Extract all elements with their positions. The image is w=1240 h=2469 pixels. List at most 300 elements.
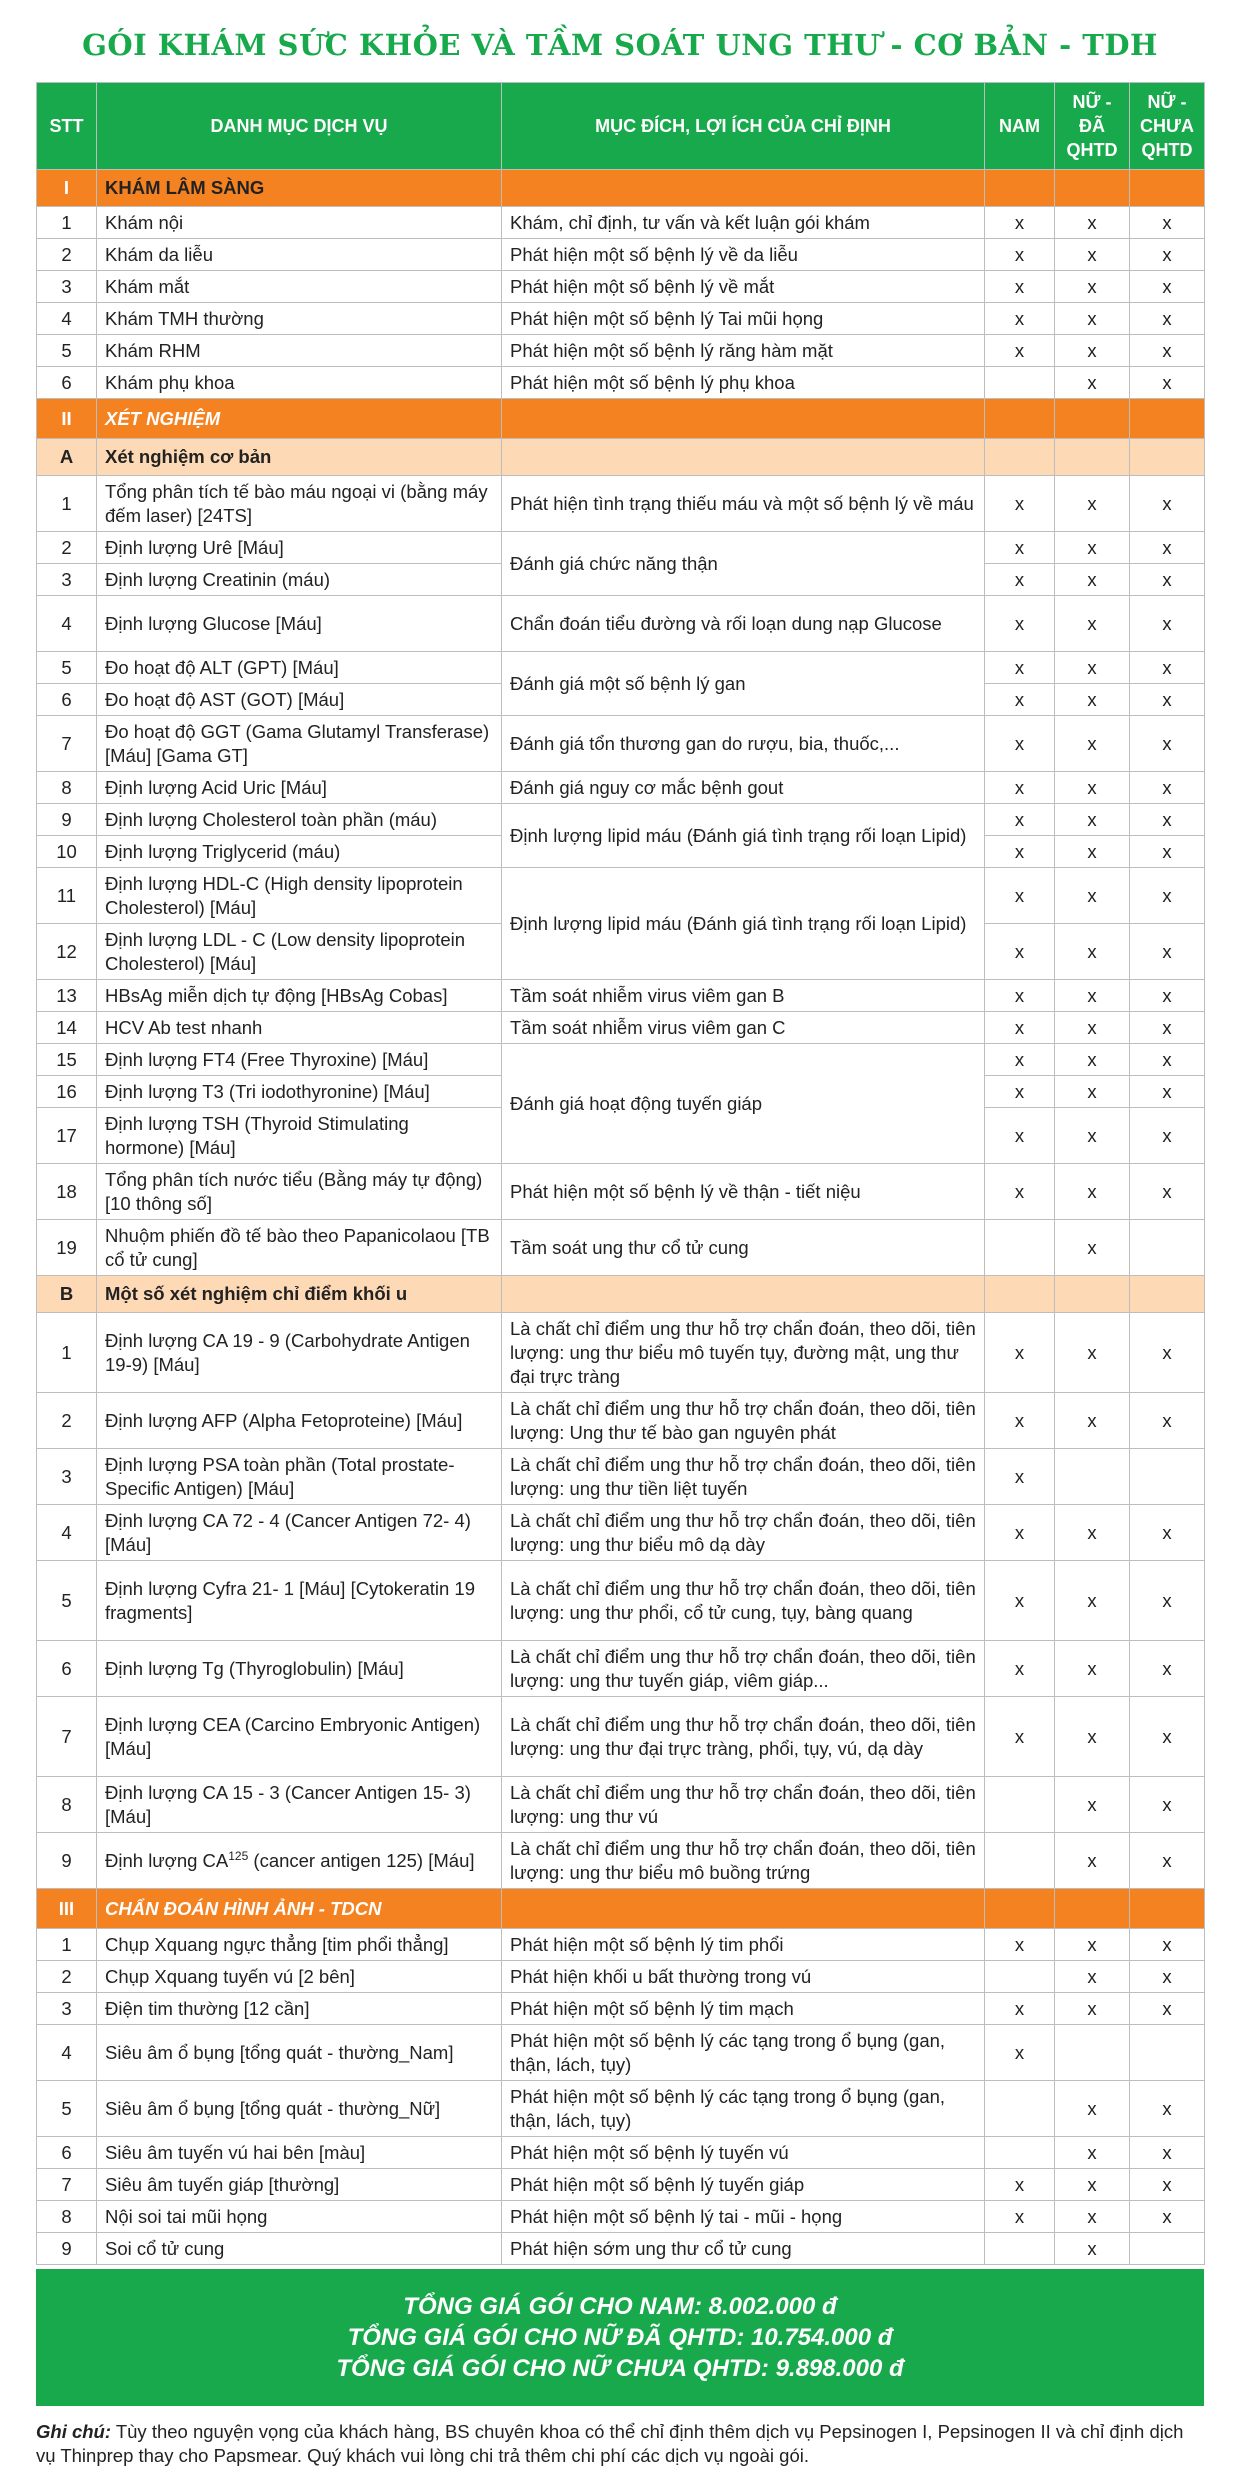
service-purpose: Phát hiện tình trạng thiếu máu và một số bệnh lý về máu [502, 476, 985, 532]
table-row [37, 335, 1205, 367]
mark-nu-da-qhtd: x [1055, 2201, 1130, 2233]
service-name: Đo hoạt độ AST (GOT) [Máu] [97, 684, 502, 716]
table-row [37, 207, 1205, 239]
mark-nu-da-qhtd: x [1055, 1108, 1130, 1164]
service-purpose: Là chất chỉ điểm ung thư hỗ trợ chẩn đoán, theo dõi, tiên lượng: Ung thư tế bào gan nguyên phát [502, 1393, 985, 1449]
service-name: Định lượng CEA (Carcino Embryonic Antigen) [Máu] [97, 1697, 502, 1777]
row-number: 15 [37, 1044, 97, 1076]
mark-nu-chua-qhtd [1130, 2025, 1205, 2081]
service-name: Định lượng Glucose [Máu] [97, 596, 502, 652]
row-number: 8 [37, 772, 97, 804]
row-number: 16 [37, 1076, 97, 1108]
service-name: Khám phụ khoa [97, 367, 502, 399]
row-number: 11 [37, 868, 97, 924]
mark-nu-da-qhtd: x [1055, 2081, 1130, 2137]
mark-nam: x [985, 2025, 1055, 2081]
table-row [37, 1220, 1205, 1276]
service-name: Định lượng CA 19 - 9 (Carbohydrate Antigen 19-9) [Máu] [97, 1313, 502, 1393]
table-row [37, 1833, 1205, 1889]
mark-nu-chua-qhtd: x [1130, 476, 1205, 532]
service-name-part: Định lượng CA [105, 1849, 229, 1871]
mark-nu-da-qhtd: x [1055, 1697, 1130, 1777]
header-purpose: MỤC ĐÍCH, LỢI ÍCH CỦA CHỈ ĐỊNH [502, 83, 985, 170]
row-number: 3 [37, 1449, 97, 1505]
mark-nu-chua-qhtd: x [1130, 868, 1205, 924]
table-row [37, 980, 1205, 1012]
header-stt: STT [37, 83, 97, 170]
mark-nam: x [985, 716, 1055, 772]
table-row [37, 476, 1205, 532]
mark-nu-da-qhtd: x [1055, 1220, 1130, 1276]
row-number: 2 [37, 1961, 97, 1993]
service-purpose: Phát hiện một số bệnh lý về da liễu [502, 239, 985, 271]
mark-nu-da-qhtd: x [1055, 1561, 1130, 1641]
mark-nu-chua-qhtd: x [1130, 1108, 1205, 1164]
mark-nu-chua-qhtd: x [1130, 335, 1205, 367]
table-row [37, 2233, 1205, 2265]
mark-nu-chua-qhtd: x [1130, 1777, 1205, 1833]
service-purpose: Tầm soát nhiễm virus viêm gan C [502, 1012, 985, 1044]
service-purpose: Đánh giá hoạt động tuyến giáp [502, 1044, 985, 1164]
service-name: Chụp Xquang tuyến vú [2 bên] [97, 1961, 502, 1993]
service-name: Đo hoạt độ GGT (Gama Glutamyl Transferase) [Máu] [Gama GT] [97, 716, 502, 772]
mark-nam [985, 1833, 1055, 1889]
row-number: 4 [37, 596, 97, 652]
table-row [37, 1449, 1205, 1505]
row-number: 5 [37, 1561, 97, 1641]
service-name: Khám nội [97, 207, 502, 239]
mark-nam: x [985, 1449, 1055, 1505]
table-row [37, 271, 1205, 303]
mark-nam [985, 1777, 1055, 1833]
header-nu-da-line: NỮ - [1072, 92, 1112, 112]
service-purpose: Khám, chỉ định, tư vấn và kết luận gói khám [502, 207, 985, 239]
service-name: Tổng phân tích tế bào máu ngoại vi (bằng máy đếm laser) [24TS] [97, 476, 502, 532]
service-name: Định lượng FT4 (Free Thyroxine) [Máu] [97, 1044, 502, 1076]
table-row [37, 1697, 1205, 1777]
mark-nam [985, 2137, 1055, 2169]
service-name: Nhuộm phiến đồ tế bào theo Papanicolaou [TB cổ tử cung] [97, 1220, 502, 1276]
mark-nu-chua-qhtd: x [1130, 980, 1205, 1012]
header-nu-da-line: QHTD [1066, 140, 1118, 160]
row-number: 7 [37, 1697, 97, 1777]
table-row [37, 1961, 1205, 1993]
row-number: 6 [37, 684, 97, 716]
table-row [37, 2169, 1205, 2201]
mark-nu-da-qhtd: x [1055, 924, 1130, 980]
table-row [37, 303, 1205, 335]
footnote-label: Ghi chú: [36, 2421, 112, 2442]
mark-nam: x [985, 1697, 1055, 1777]
mark-nu-chua-qhtd: x [1130, 271, 1205, 303]
mark-nam: x [985, 271, 1055, 303]
service-name: Định lượng CA 72 - 4 (Cancer Antigen 72- 4) [Máu] [97, 1505, 502, 1561]
header-nu-chua-line: CHƯA [1140, 116, 1194, 136]
service-purpose: Tầm soát ung thư cổ tử cung [502, 1220, 985, 1276]
section-row [37, 170, 1205, 207]
section-number: A [37, 439, 97, 476]
section-title: CHẨN ĐOÁN HÌNH ẢNH - TDCN [97, 1889, 502, 1929]
mark-nam [985, 367, 1055, 399]
empty-cell [1055, 170, 1130, 207]
mark-nam: x [985, 239, 1055, 271]
section-number: B [37, 1276, 97, 1313]
row-number: 13 [37, 980, 97, 1012]
row-number: 1 [37, 207, 97, 239]
mark-nam: x [985, 684, 1055, 716]
row-number: 12 [37, 924, 97, 980]
mark-nu-da-qhtd: x [1055, 772, 1130, 804]
mark-nu-da-qhtd: x [1055, 1777, 1130, 1833]
table-row [37, 772, 1205, 804]
table-row [37, 239, 1205, 271]
service-purpose: Định lượng lipid máu (Đánh giá tình trạng rối loạn Lipid) [502, 868, 985, 980]
mark-nu-da-qhtd: x [1055, 476, 1130, 532]
service-name: Định lượng Cholesterol toàn phần (máu) [97, 804, 502, 836]
mark-nu-da-qhtd: x [1055, 1505, 1130, 1561]
row-number: 2 [37, 532, 97, 564]
service-purpose: Chẩn đoán tiểu đường và rối loạn dung nạp Glucose [502, 596, 985, 652]
service-name-sup: 125 [228, 1848, 249, 1863]
mark-nu-da-qhtd: x [1055, 1313, 1130, 1393]
header-service: DANH MỤC DỊCH VỤ [97, 83, 502, 170]
mark-nam: x [985, 335, 1055, 367]
row-number: 1 [37, 476, 97, 532]
section-number: I [37, 170, 97, 207]
mark-nam [985, 1220, 1055, 1276]
service-name: Điện tim thường [12 cần] [97, 1993, 502, 2025]
mark-nu-da-qhtd: x [1055, 532, 1130, 564]
mark-nu-chua-qhtd: x [1130, 924, 1205, 980]
empty-cell [1055, 1276, 1130, 1313]
mark-nam: x [985, 1993, 1055, 2025]
service-purpose: Là chất chỉ điểm ung thư hỗ trợ chẩn đoán, theo dõi, tiên lượng: ung thư phổi, cổ tử cung, tụy, bàng quang [502, 1561, 985, 1641]
service-purpose: Định lượng lipid máu (Đánh giá tình trạng rối loạn Lipid) [502, 804, 985, 868]
service-name: Siêu âm tuyến giáp [thường] [97, 2169, 502, 2201]
subsection-row [37, 1276, 1205, 1313]
page-title: GÓI KHÁM SỨC KHỎE VÀ TẦM SOÁT UNG THƯ - CƠ BẢN - TDH [82, 28, 1158, 62]
service-name: Định lượng HDL-C (High density lipoprotein Cholesterol) [Máu] [97, 868, 502, 924]
row-number: 5 [37, 652, 97, 684]
service-name: Siêu âm ổ bụng [tổng quát - thường_Nam] [97, 2025, 502, 2081]
empty-cell [985, 1276, 1055, 1313]
row-number: 5 [37, 2081, 97, 2137]
table-row [37, 532, 1205, 564]
service-name: Khám da liễu [97, 239, 502, 271]
service-name-part: (cancer antigen 125) [Máu] [248, 1849, 475, 1871]
row-number: 6 [37, 2137, 97, 2169]
mark-nu-chua-qhtd: x [1130, 1993, 1205, 2025]
service-purpose: Phát hiện một số bệnh lý các tạng trong ổ bụng (gan, thận, lách, tụy) [502, 2081, 985, 2137]
service-purpose: Đánh giá nguy cơ mắc bệnh gout [502, 772, 985, 804]
mark-nam: x [985, 1929, 1055, 1961]
row-number: 9 [37, 2233, 97, 2265]
mark-nu-chua-qhtd: x [1130, 1561, 1205, 1641]
mark-nam: x [985, 1313, 1055, 1393]
row-number: 3 [37, 564, 97, 596]
service-name: Định lượng Tg (Thyroglobulin) [Máu] [97, 1641, 502, 1697]
service-name: HBsAg miễn dịch tự động [HBsAg Cobas] [97, 980, 502, 1012]
mark-nam: x [985, 1044, 1055, 1076]
header-nu-chua-line: QHTD [1141, 140, 1193, 160]
row-number: 10 [37, 836, 97, 868]
mark-nu-da-qhtd: x [1055, 804, 1130, 836]
table-row [37, 1641, 1205, 1697]
service-purpose: Phát hiện một số bệnh lý tai - mũi - họng [502, 2201, 985, 2233]
mark-nu-chua-qhtd: x [1130, 1641, 1205, 1697]
total-price-nu-chua-qhtd: TỔNG GIÁ GÓI CHO NỮ CHƯA QHTD: 9.898.000 đ [336, 2355, 904, 2382]
service-name: HCV Ab test nhanh [97, 1012, 502, 1044]
row-number: 2 [37, 1393, 97, 1449]
total-price-nu-da-qhtd: TỔNG GIÁ GÓI CHO NỮ ĐÃ QHTD: 10.754.000 đ [347, 2324, 893, 2351]
mark-nam: x [985, 1076, 1055, 1108]
table-row [37, 1164, 1205, 1220]
mark-nu-da-qhtd: x [1055, 836, 1130, 868]
service-purpose: Là chất chỉ điểm ung thư hỗ trợ chẩn đoán, theo dõi, tiên lượng: ung thư biểu mô buồng trứng [502, 1833, 985, 1889]
row-number: 17 [37, 1108, 97, 1164]
mark-nu-chua-qhtd: x [1130, 1313, 1205, 1393]
empty-cell [1055, 439, 1130, 476]
mark-nu-da-qhtd: x [1055, 271, 1130, 303]
row-number: 6 [37, 367, 97, 399]
mark-nam: x [985, 652, 1055, 684]
service-name: Khám mắt [97, 271, 502, 303]
table-row [37, 1993, 1205, 2025]
service-name: Định lượng Creatinin (máu) [97, 564, 502, 596]
mark-nu-chua-qhtd: x [1130, 716, 1205, 772]
row-number: 5 [37, 335, 97, 367]
service-purpose: Là chất chỉ điểm ung thư hỗ trợ chẩn đoán, theo dõi, tiên lượng: ung thư tiền liệt tuyến [502, 1449, 985, 1505]
service-purpose: Phát hiện một số bệnh lý tuyến vú [502, 2137, 985, 2169]
section-title: Xét nghiệm cơ bản [97, 439, 502, 476]
mark-nu-chua-qhtd: x [1130, 1505, 1205, 1561]
service-purpose: Phát hiện một số bệnh lý tim mạch [502, 1993, 985, 2025]
mark-nam: x [985, 1164, 1055, 1220]
mark-nam: x [985, 924, 1055, 980]
service-purpose: Là chất chỉ điểm ung thư hỗ trợ chẩn đoán, theo dõi, tiên lượng: ung thư vú [502, 1777, 985, 1833]
section-number: II [37, 399, 97, 439]
mark-nu-chua-qhtd: x [1130, 239, 1205, 271]
mark-nu-chua-qhtd: x [1130, 303, 1205, 335]
mark-nu-chua-qhtd [1130, 1449, 1205, 1505]
mark-nam: x [985, 1012, 1055, 1044]
mark-nu-chua-qhtd: x [1130, 1164, 1205, 1220]
mark-nu-chua-qhtd: x [1130, 652, 1205, 684]
mark-nu-chua-qhtd: x [1130, 684, 1205, 716]
empty-cell [502, 170, 985, 207]
section-number: III [37, 1889, 97, 1929]
service-purpose: Phát hiện một số bệnh lý các tạng trong ổ bụng (gan, thận, lách, tụy) [502, 2025, 985, 2081]
row-number: 1 [37, 1313, 97, 1393]
row-number: 9 [37, 1833, 97, 1889]
row-number: 18 [37, 1164, 97, 1220]
service-name: Khám TMH thường [97, 303, 502, 335]
mark-nam: x [985, 836, 1055, 868]
mark-nu-da-qhtd: x [1055, 684, 1130, 716]
mark-nam: x [985, 1641, 1055, 1697]
section-row [37, 399, 1205, 439]
mark-nu-chua-qhtd: x [1130, 1833, 1205, 1889]
service-name: Định lượng Acid Uric [Máu] [97, 772, 502, 804]
mark-nu-da-qhtd: x [1055, 239, 1130, 271]
mark-nu-da-qhtd: x [1055, 1164, 1130, 1220]
table-row [37, 652, 1205, 684]
section-title: Một số xét nghiệm chỉ điểm khối u [97, 1276, 502, 1313]
table-row [37, 1505, 1205, 1561]
mark-nu-da-qhtd: x [1055, 868, 1130, 924]
header-nu-da-qhtd [1055, 83, 1130, 170]
service-purpose: Phát hiện khối u bất thường trong vú [502, 1961, 985, 1993]
mark-nu-da-qhtd: x [1055, 303, 1130, 335]
table-row [37, 1777, 1205, 1833]
row-number: 1 [37, 1929, 97, 1961]
service-purpose: Phát hiện một số bệnh lý răng hàm mặt [502, 335, 985, 367]
empty-cell [1130, 1889, 1205, 1929]
mark-nu-chua-qhtd: x [1130, 1012, 1205, 1044]
empty-cell [985, 439, 1055, 476]
mark-nu-chua-qhtd: x [1130, 1076, 1205, 1108]
mark-nam: x [985, 476, 1055, 532]
service-purpose: Đánh giá tổn thương gan do rượu, bia, thuốc,... [502, 716, 985, 772]
service-name: Siêu âm tuyến vú hai bên [màu] [97, 2137, 502, 2169]
mark-nu-chua-qhtd: x [1130, 1961, 1205, 1993]
row-number: 6 [37, 1641, 97, 1697]
mark-nu-da-qhtd: x [1055, 2233, 1130, 2265]
header-nam: NAM [985, 83, 1055, 170]
mark-nu-da-qhtd: x [1055, 1961, 1130, 1993]
table-row [37, 596, 1205, 652]
mark-nu-chua-qhtd: x [1130, 367, 1205, 399]
mark-nu-da-qhtd: x [1055, 207, 1130, 239]
service-name: Siêu âm ổ bụng [tổng quát - thường_Nữ] [97, 2081, 502, 2137]
table-row [37, 1313, 1205, 1393]
row-number: 8 [37, 2201, 97, 2233]
service-name: Định lượng AFP (Alpha Fetoproteine) [Máu] [97, 1393, 502, 1449]
service-purpose: Đánh giá một số bệnh lý gan [502, 652, 985, 716]
row-number: 7 [37, 716, 97, 772]
service-purpose: Phát hiện một số bệnh lý Tai mũi họng [502, 303, 985, 335]
service-purpose: Phát hiện một số bệnh lý phụ khoa [502, 367, 985, 399]
row-number: 3 [37, 1993, 97, 2025]
mark-nu-da-qhtd: x [1055, 367, 1130, 399]
mark-nam: x [985, 2169, 1055, 2201]
mark-nam: x [985, 1393, 1055, 1449]
mark-nu-chua-qhtd: x [1130, 772, 1205, 804]
mark-nu-da-qhtd: x [1055, 1012, 1130, 1044]
service-name: Khám RHM [97, 335, 502, 367]
section-title: XÉT NGHIỆM [97, 399, 502, 439]
footnote [36, 2420, 1204, 2468]
mark-nu-chua-qhtd: x [1130, 596, 1205, 652]
service-purpose: Phát hiện một số bệnh lý tuyến giáp [502, 2169, 985, 2201]
mark-nu-chua-qhtd: x [1130, 804, 1205, 836]
empty-cell [1055, 1889, 1130, 1929]
header-nu-chua-line: NỮ - [1147, 92, 1187, 112]
mark-nu-da-qhtd [1055, 1449, 1130, 1505]
empty-cell [985, 1889, 1055, 1929]
mark-nu-da-qhtd: x [1055, 980, 1130, 1012]
mark-nam [985, 2233, 1055, 2265]
empty-cell [1130, 399, 1205, 439]
table-row [37, 1929, 1205, 1961]
table-row [37, 2081, 1205, 2137]
empty-cell [502, 439, 985, 476]
empty-cell [985, 170, 1055, 207]
table-row [37, 1393, 1205, 1449]
mark-nu-chua-qhtd: x [1130, 836, 1205, 868]
row-number: 7 [37, 2169, 97, 2201]
service-purpose: Là chất chỉ điểm ung thư hỗ trợ chẩn đoán, theo dõi, tiên lượng: ung thư biểu mô tuyến tụy, đường mật, ung thư đại trực tràng [502, 1313, 985, 1393]
mark-nam: x [985, 772, 1055, 804]
mark-nu-chua-qhtd: x [1130, 532, 1205, 564]
footnote-text: Tùy theo nguyện vọng của khách hàng, BS chuyên khoa có thể chỉ định thêm dịch vụ Pepsinogen I, Pepsinogen II và chỉ định dịch vụ Thinprep thay cho Papsmear. Quý khách vui lòng chi trả thêm chi phí các dịch vụ ngoài gói. [36, 2421, 1184, 2466]
header-nu-chua-qhtd [1130, 83, 1205, 170]
total-price-nam: TỔNG GIÁ GÓI CHO NAM: 8.002.000 đ [403, 2293, 837, 2320]
mark-nu-da-qhtd: x [1055, 716, 1130, 772]
mark-nu-da-qhtd: x [1055, 652, 1130, 684]
service-name [97, 1833, 502, 1889]
mark-nam: x [985, 532, 1055, 564]
row-number: 8 [37, 1777, 97, 1833]
table-row [37, 2025, 1205, 2081]
mark-nu-da-qhtd: x [1055, 1044, 1130, 1076]
service-name: Định lượng CA 15 - 3 (Cancer Antigen 15- 3) [Máu] [97, 1777, 502, 1833]
mark-nu-da-qhtd: x [1055, 2169, 1130, 2201]
service-purpose: Phát hiện một số bệnh lý tim phổi [502, 1929, 985, 1961]
service-name: Định lượng TSH (Thyroid Stimulating hormone) [Máu] [97, 1108, 502, 1164]
mark-nam: x [985, 980, 1055, 1012]
mark-nu-chua-qhtd: x [1130, 2201, 1205, 2233]
mark-nu-chua-qhtd: x [1130, 1393, 1205, 1449]
service-name: Định lượng LDL - C (Low density lipoprotein Cholesterol) [Máu] [97, 924, 502, 980]
mark-nam [985, 2081, 1055, 2137]
mark-nu-da-qhtd: x [1055, 1833, 1130, 1889]
empty-cell [502, 399, 985, 439]
row-number: 4 [37, 1505, 97, 1561]
row-number: 19 [37, 1220, 97, 1276]
service-name: Tổng phân tích nước tiểu (Bằng máy tự động) [10 thông số] [97, 1164, 502, 1220]
empty-cell [1130, 439, 1205, 476]
table-row [37, 716, 1205, 772]
mark-nam [985, 1961, 1055, 1993]
service-name: Đo hoạt độ ALT (GPT) [Máu] [97, 652, 502, 684]
table-row [37, 2137, 1205, 2169]
service-purpose: Là chất chỉ điểm ung thư hỗ trợ chẩn đoán, theo dõi, tiên lượng: ung thư đại trực tràng, phổi, tụy, vú, dạ dày [502, 1697, 985, 1777]
price-summary [36, 2269, 1204, 2406]
section-title: KHÁM LÂM SÀNG [97, 170, 502, 207]
mark-nu-da-qhtd: x [1055, 596, 1130, 652]
mark-nu-da-qhtd: x [1055, 335, 1130, 367]
row-number: 9 [37, 804, 97, 836]
service-name: Soi cổ tử cung [97, 2233, 502, 2265]
mark-nam: x [985, 1561, 1055, 1641]
mark-nu-chua-qhtd: x [1130, 207, 1205, 239]
service-name: Nội soi tai mũi họng [97, 2201, 502, 2233]
mark-nu-da-qhtd: x [1055, 1641, 1130, 1697]
table-row [37, 1561, 1205, 1641]
table-row [37, 1044, 1205, 1076]
service-purpose: Đánh giá chức năng thận [502, 532, 985, 596]
mark-nu-chua-qhtd: x [1130, 564, 1205, 596]
subsection-row [37, 439, 1205, 476]
mark-nu-da-qhtd: x [1055, 1929, 1130, 1961]
mark-nu-da-qhtd: x [1055, 2137, 1130, 2169]
row-number: 2 [37, 239, 97, 271]
mark-nu-chua-qhtd: x [1130, 1697, 1205, 1777]
empty-cell [1055, 399, 1130, 439]
service-purpose: Là chất chỉ điểm ung thư hỗ trợ chẩn đoán, theo dõi, tiên lượng: ung thư tuyến giáp, viêm giáp... [502, 1641, 985, 1697]
row-number: 4 [37, 303, 97, 335]
